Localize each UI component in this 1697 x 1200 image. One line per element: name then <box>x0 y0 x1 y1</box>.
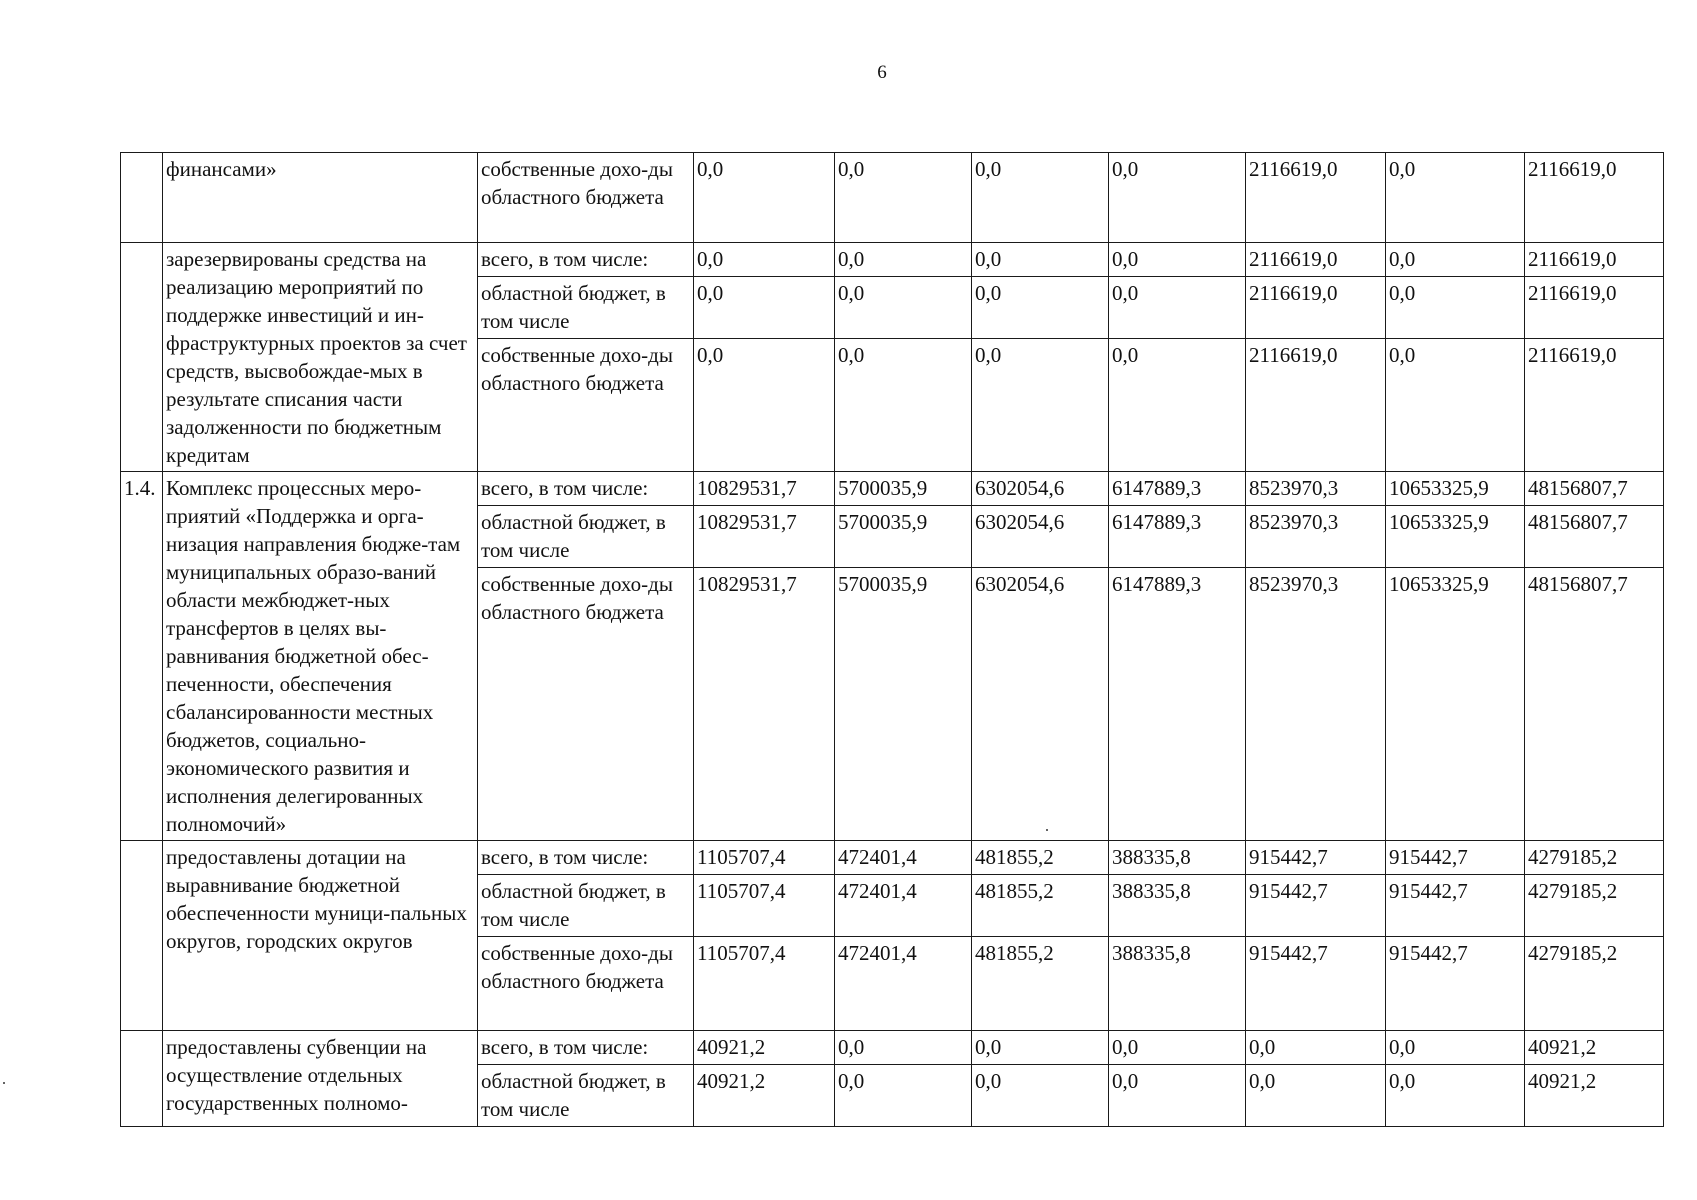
table-row <box>121 841 1664 875</box>
year-value-cell: 2116619,0 <box>1246 243 1386 277</box>
year-value-cell: 0,0 <box>694 243 835 277</box>
year-value-cell: 0,0 <box>694 277 835 339</box>
total-value-cell: 48156807,7 <box>1525 568 1664 841</box>
year-value-cell: 10829531,7 <box>694 568 835 841</box>
year-value-cell: 10653325,9 <box>1386 472 1525 506</box>
total-value-cell: 40921,2 <box>1525 1031 1664 1065</box>
year-value-cell: 0,0 <box>1109 243 1246 277</box>
year-value-cell: 6302054,6 <box>972 472 1109 506</box>
year-value-cell: 0,0 <box>835 1065 972 1127</box>
year-value-cell: 8523970,3 <box>1246 472 1386 506</box>
year-value-cell: 0,0 <box>1386 1031 1525 1065</box>
year-value-cell: 481855,2 <box>972 841 1109 875</box>
total-value-cell: 2116619,0 <box>1525 243 1664 277</box>
budget-table <box>120 152 1664 1127</box>
page-number: 6 <box>877 62 887 83</box>
year-value-cell: 915442,7 <box>1246 841 1386 875</box>
year-value-cell: 472401,4 <box>835 841 972 875</box>
year-value-cell: 388335,8 <box>1109 875 1246 937</box>
item-code-cell <box>121 1031 163 1127</box>
funding-source-cell: областной бюджет, в том числе <box>478 506 694 568</box>
year-value-cell: 0,0 <box>694 153 835 243</box>
year-value-cell: 0,0 <box>1109 277 1246 339</box>
year-value-cell: 0,0 <box>835 243 972 277</box>
year-value-cell: 6302054,6 <box>972 506 1109 568</box>
total-value-cell: 48156807,7 <box>1525 472 1664 506</box>
year-value-cell: 0,0 <box>1109 153 1246 243</box>
year-value-cell: 5700035,9 <box>835 506 972 568</box>
funding-source-cell: всего, в том числе: <box>478 841 694 875</box>
funding-source-cell: собственные дохо-ды областного бюджета <box>478 937 694 1031</box>
funding-source-cell: всего, в том числе: <box>478 1031 694 1065</box>
year-value-cell: 0,0 <box>835 1031 972 1065</box>
year-value-cell: 0,0 <box>1246 1031 1386 1065</box>
year-value-cell: 472401,4 <box>835 875 972 937</box>
year-value-cell: 0,0 <box>972 1065 1109 1127</box>
table-row <box>121 472 1664 506</box>
year-value-cell: 0,0 <box>1386 243 1525 277</box>
funding-source-cell: всего, в том числе: <box>478 243 694 277</box>
scan-speck <box>1046 829 1048 831</box>
item-name-cell: Комплекс процессных меро-приятий «Поддержка и орга-низация направления бюдже-там муниципальных образо-ваний области межбюджет-ных трансфертов в целях вы-равнивания бюджетной обес-печенности, обеспечения сбалансированности местных бюджетов, социально-экономического развития и исполнения делегированных полномочий» <box>163 472 478 841</box>
total-value-cell: 4279185,2 <box>1525 937 1664 1031</box>
year-value-cell: 915442,7 <box>1386 875 1525 937</box>
year-value-cell: 0,0 <box>1386 1065 1525 1127</box>
funding-source-cell: областной бюджет, в том числе <box>478 277 694 339</box>
year-value-cell: 10829531,7 <box>694 472 835 506</box>
table-body <box>121 153 1664 1127</box>
year-value-cell: 6147889,3 <box>1109 568 1246 841</box>
year-value-cell: 2116619,0 <box>1246 339 1386 472</box>
total-value-cell: 2116619,0 <box>1525 339 1664 472</box>
total-value-cell: 4279185,2 <box>1525 875 1664 937</box>
year-value-cell: 0,0 <box>1109 339 1246 472</box>
year-value-cell: 0,0 <box>835 153 972 243</box>
year-value-cell: 10829531,7 <box>694 506 835 568</box>
year-value-cell: 472401,4 <box>835 937 972 1031</box>
year-value-cell: 0,0 <box>1386 339 1525 472</box>
item-name-cell: зарезервированы средства на реализацию мероприятий по поддержке инвестиций и ин-фраструктурных проектов за счет средств, высвобождае-мых в результате списания части задолженности по бюджетным кредитам <box>163 243 478 472</box>
scan-speck <box>3 1082 5 1084</box>
table-row <box>121 1031 1664 1065</box>
year-value-cell: 0,0 <box>1386 153 1525 243</box>
year-value-cell: 0,0 <box>972 243 1109 277</box>
item-code-cell <box>121 243 163 472</box>
year-value-cell: 0,0 <box>972 1031 1109 1065</box>
item-code-cell <box>121 841 163 1031</box>
year-value-cell: 8523970,3 <box>1246 506 1386 568</box>
year-value-cell: 2116619,0 <box>1246 153 1386 243</box>
funding-source-cell: собственные дохо-ды областного бюджета <box>478 339 694 472</box>
item-name-cell: предоставлены дотации на выравнивание бюджетной обеспеченности муници-пальных округов, городских округов <box>163 841 478 1031</box>
item-code-cell <box>121 153 163 243</box>
year-value-cell: 388335,8 <box>1109 937 1246 1031</box>
total-value-cell: 2116619,0 <box>1525 277 1664 339</box>
year-value-cell: 10653325,9 <box>1386 506 1525 568</box>
funding-source-cell: всего, в том числе: <box>478 472 694 506</box>
year-value-cell: 6147889,3 <box>1109 472 1246 506</box>
year-value-cell: 0,0 <box>1246 1065 1386 1127</box>
total-value-cell: 4279185,2 <box>1525 841 1664 875</box>
year-value-cell: 40921,2 <box>694 1031 835 1065</box>
table-row <box>121 153 1664 243</box>
year-value-cell: 0,0 <box>835 277 972 339</box>
year-value-cell: 2116619,0 <box>1246 277 1386 339</box>
total-value-cell: 40921,2 <box>1525 1065 1664 1127</box>
total-value-cell: 2116619,0 <box>1525 153 1664 243</box>
year-value-cell: 1105707,4 <box>694 937 835 1031</box>
year-value-cell: 5700035,9 <box>835 568 972 841</box>
year-value-cell: 388335,8 <box>1109 841 1246 875</box>
item-name-cell: финансами» <box>163 153 478 243</box>
funding-source-cell: областной бюджет, в том числе <box>478 1065 694 1127</box>
item-code-cell: 1.4. <box>121 472 163 841</box>
year-value-cell: 0,0 <box>1109 1065 1246 1127</box>
year-value-cell: 40921,2 <box>694 1065 835 1127</box>
year-value-cell: 915442,7 <box>1386 841 1525 875</box>
year-value-cell: 0,0 <box>972 153 1109 243</box>
year-value-cell: 6147889,3 <box>1109 506 1246 568</box>
funding-source-cell: собственные дохо-ды областного бюджета <box>478 568 694 841</box>
year-value-cell: 6302054,6 <box>972 568 1109 841</box>
year-value-cell: 915442,7 <box>1386 937 1525 1031</box>
year-value-cell: 5700035,9 <box>835 472 972 506</box>
year-value-cell: 0,0 <box>1386 277 1525 339</box>
total-value-cell: 48156807,7 <box>1525 506 1664 568</box>
year-value-cell: 10653325,9 <box>1386 568 1525 841</box>
funding-source-cell: собственные дохо-ды областного бюджета <box>478 153 694 243</box>
year-value-cell: 0,0 <box>972 277 1109 339</box>
year-value-cell: 0,0 <box>972 339 1109 472</box>
year-value-cell: 0,0 <box>1109 1031 1246 1065</box>
year-value-cell: 481855,2 <box>972 937 1109 1031</box>
item-name-cell: предоставлены субвенции на осуществление отдельных государственных полномо- <box>163 1031 478 1127</box>
table-row <box>121 243 1664 277</box>
year-value-cell: 0,0 <box>835 339 972 472</box>
year-value-cell: 915442,7 <box>1246 875 1386 937</box>
year-value-cell: 915442,7 <box>1246 937 1386 1031</box>
year-value-cell: 0,0 <box>694 339 835 472</box>
year-value-cell: 481855,2 <box>972 875 1109 937</box>
year-value-cell: 1105707,4 <box>694 841 835 875</box>
year-value-cell: 8523970,3 <box>1246 568 1386 841</box>
funding-source-cell: областной бюджет, в том числе <box>478 875 694 937</box>
year-value-cell: 1105707,4 <box>694 875 835 937</box>
